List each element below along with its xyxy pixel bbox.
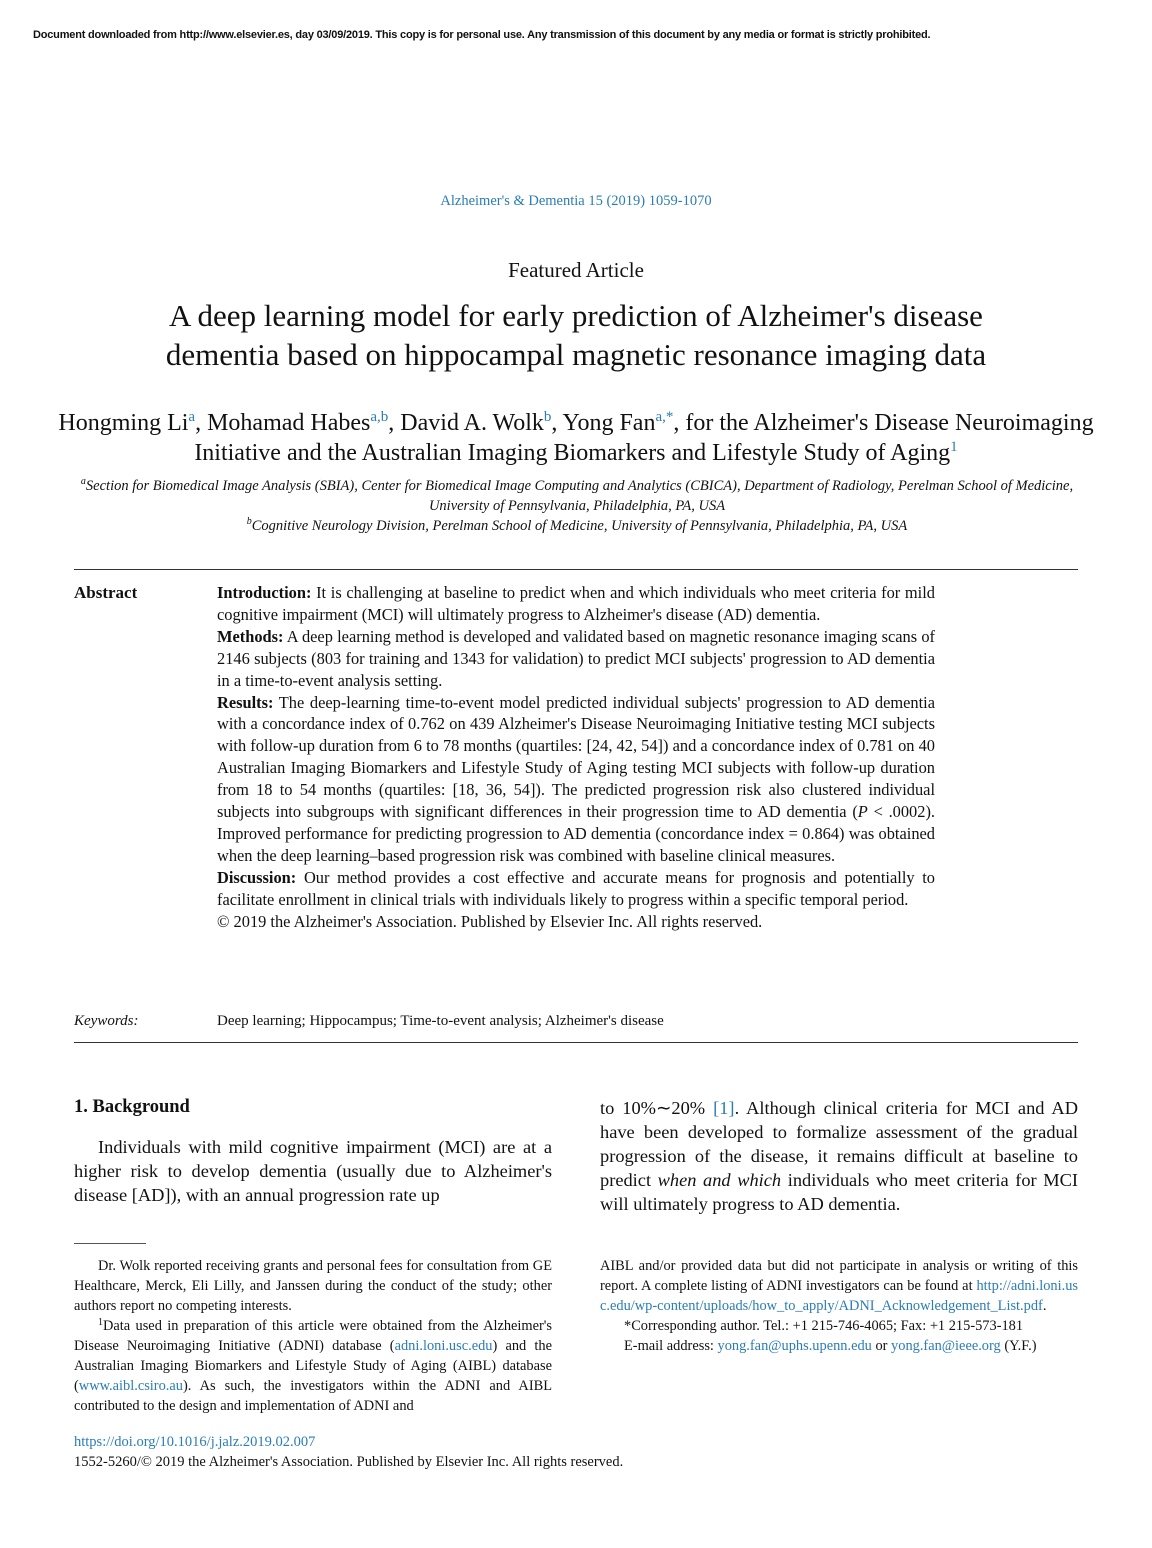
paragraph bbox=[600, 1096, 1078, 1216]
text: (Y.F.) bbox=[1000, 1338, 1037, 1354]
author-list bbox=[40, 408, 1112, 468]
doi-link[interactable]: https://doi.org/10.1016/j.jalz.2019.02.007 bbox=[74, 1434, 316, 1450]
p-symbol: P bbox=[857, 802, 868, 822]
abstract-results bbox=[217, 692, 935, 867]
author: Mohamad Habes bbox=[207, 410, 371, 436]
text: AIBL and/or provided data but did not participate in analysis or writing of this report. A complete listing of ADNI investigators can be found at bbox=[600, 1258, 1078, 1294]
section-heading: 1. Background bbox=[74, 1097, 190, 1117]
section-label: Discussion: bbox=[217, 867, 297, 887]
separator: , bbox=[673, 410, 686, 436]
affiliation-a bbox=[74, 476, 1080, 516]
affiliation-text: Cognitive Neurology Division, Perelman School of Medicine, University of Pennsylvania, Philadelphia, PA, USA bbox=[251, 518, 908, 534]
footnote-ref[interactable]: 1 bbox=[950, 439, 958, 455]
author-group: for the Alzheimer's Disease Neuroimaging Initiative and the Australian Imaging Biomarkers and Lifestyle Study of Aging bbox=[194, 410, 1094, 466]
article-type: Featured Article bbox=[508, 258, 644, 282]
footnote-number: 1 bbox=[98, 1317, 103, 1328]
section-label: Results: bbox=[217, 692, 274, 712]
footnote-separator bbox=[74, 1243, 146, 1244]
footnotes-right bbox=[600, 1256, 1078, 1356]
separator: , bbox=[388, 410, 401, 436]
title-line-1: A deep learning model for early prediction of Alzheimer's disease bbox=[169, 298, 983, 333]
corresponding-author: *Corresponding author. Tel.: +1 215-746-4065; Fax: +1 215-573-181 bbox=[624, 1318, 1024, 1334]
text: individuals who meet criteria for MCI will ultimately progress to AD dementia. bbox=[600, 1170, 1078, 1214]
keywords-label: Keywords: bbox=[74, 1013, 139, 1029]
affiliation-ref[interactable]: a,b bbox=[370, 409, 389, 425]
divider bbox=[74, 569, 1078, 570]
adni-acknowledgement-link[interactable]: http://adni.loni.usc.edu/wp-content/uploads/how_to_apply/ADNI_Acknowledgement_List.pdf bbox=[600, 1278, 1078, 1314]
author: David A. Wolk bbox=[400, 410, 544, 436]
section-label: Introduction: bbox=[217, 583, 312, 602]
affiliation-label: a bbox=[80, 476, 86, 487]
reference-link[interactable]: [1] bbox=[713, 1098, 735, 1118]
text: ) and the Australian Imaging Biomarkers and Lifestyle Study of Aging (AIBL) database ( bbox=[74, 1338, 552, 1394]
abstract-body bbox=[217, 582, 935, 933]
section-text: A deep learning method is developed and validated based on magnetic resonance imaging scans of 2146 subjects (803 for training and 1343 for validation) to predict MCI subjects' progression to AD dementia in a time-to-event analysis setting. bbox=[217, 626, 935, 690]
text: . Although clinical criteria for MCI and AD have been developed to formalize assessment of the gradual progression of the disease, it remains difficult at baseline to predict bbox=[600, 1098, 1078, 1190]
email-line bbox=[600, 1336, 1078, 1356]
keywords-text: Deep learning; Hippocampus; Time-to-event analysis; Alzheimer's disease bbox=[217, 1013, 664, 1029]
affiliation-label: b bbox=[246, 516, 252, 527]
data-footnote bbox=[74, 1316, 552, 1416]
section-text: Our method provides a cost effective and accurate means for prognosis and potentially to facilitate enrollment in clinical trials with individuals likely to progress within a specific temporal period. bbox=[217, 867, 935, 909]
paragraph: Individuals with mild cognitive impairment (MCI) are at a higher risk to develop dementia (usually due to Alzheimer's disease [AD]), with an annual progression rate up bbox=[74, 1137, 552, 1205]
affiliation-ref[interactable]: b bbox=[543, 409, 552, 425]
section-text: The deep-learning time-to-event model predicted individual subjects' progression to AD dementia with a concordance index of 0.762 on 439 Alzheimer's Disease Neuroimaging Initiative testing MCI subjects with follow-up duration from 6 to 78 months (quartiles: [24, 42, 54]) and a concordance index of 0.781 on 40 Australian Imaging Biomarkers and Lifestyle Study of Aging testing MCI subjects with follow-up duration from 18 to 54 months (quartiles: [18, 36, 54]). The predicted progression risk also clustered individual subjects into subgroups with significant differences in their progression time to AD dementia ( bbox=[217, 692, 936, 822]
conflict-footnote: Dr. Wolk reported receiving grants and personal fees for consultation from GE Healthcare, Merck, Eli Lilly, and Janssen during the conduct of the study; other authors report no competing interests. bbox=[74, 1258, 552, 1314]
aibl-link[interactable]: www.aibl.csiro.au bbox=[78, 1378, 183, 1394]
download-notice: Document downloaded from http://www.elsevier.es, day 03/09/2019. This copy is for personal use. Any transmission of this document by any media or format is strictly prohibited. bbox=[33, 29, 931, 41]
abstract-copyright: © 2019 the Alzheimer's Association. Published by Elsevier Inc. All rights reserved. bbox=[217, 911, 763, 931]
data-footnote-continued bbox=[600, 1256, 1078, 1316]
emphasis: when and which bbox=[657, 1170, 782, 1190]
text: Data used in preparation of this article were obtained from the Alzheimer's Disease Neuroimaging Initiative (ADNI) database ( bbox=[74, 1318, 552, 1354]
author: Yong Fan bbox=[562, 410, 656, 436]
abstract-methods bbox=[217, 626, 935, 692]
abstract-introduction bbox=[217, 582, 935, 626]
email-link[interactable]: yong.fan@uphs.upenn.edu bbox=[717, 1338, 872, 1354]
affiliation-text: Section for Biomedical Image Analysis (SBIA), Center for Biomedical Image Computing and Analytics (CBICA), Department of Radiology, Perelman School of Medicine, University of Pennsylvania, Philadelphia, PA, USA bbox=[85, 478, 1074, 514]
affiliation-ref[interactable]: a bbox=[188, 409, 196, 425]
separator: , bbox=[195, 410, 208, 436]
section-label: Methods: bbox=[217, 626, 284, 646]
email-label: E-mail address: bbox=[624, 1338, 718, 1354]
footnotes-left bbox=[74, 1256, 552, 1416]
body-left-column bbox=[74, 1135, 552, 1207]
section-text: It is challenging at baseline to predict when and which individuals who meet criteria for mild cognitive impairment (MCI) will ultimately progress to Alzheimer's disease (AD) dementia. bbox=[217, 583, 935, 624]
author: Hongming Li bbox=[58, 410, 189, 436]
affiliations bbox=[74, 476, 1080, 536]
affiliation-ref[interactable]: a,* bbox=[655, 409, 674, 425]
separator: , bbox=[551, 410, 563, 436]
text: to 10%∼20% bbox=[600, 1098, 714, 1118]
text: . bbox=[1042, 1298, 1047, 1314]
article-title bbox=[0, 296, 1152, 374]
text: or bbox=[871, 1338, 892, 1354]
body-right-column bbox=[600, 1096, 1078, 1216]
text: ). As such, the investigators within the ADNI and AIBL contributed to the design and implementation of ADNI and bbox=[74, 1378, 552, 1414]
section-text: < .0002). Improved performance for predicting progression to AD dementia (concordance index = 0.864) was obtained when the deep learning–based progression risk was combined with baseline clinical measures. bbox=[217, 802, 936, 865]
title-line-2: dementia based on hippocampal magnetic resonance imaging data bbox=[165, 337, 987, 372]
journal-citation-link[interactable]: Alzheimer's & Dementia 15 (2019) 1059-1070 bbox=[440, 193, 712, 209]
abstract-label: Abstract bbox=[74, 583, 138, 602]
abstract-discussion bbox=[217, 867, 935, 911]
divider bbox=[74, 1042, 1078, 1043]
adni-link[interactable]: adni.loni.usc.edu bbox=[394, 1338, 493, 1354]
email-link[interactable]: yong.fan@ieee.org bbox=[891, 1338, 1001, 1354]
affiliation-b bbox=[74, 516, 1080, 536]
issn-copyright: 1552-5260/© 2019 the Alzheimer's Association. Published by Elsevier Inc. All rights reserved. bbox=[74, 1454, 624, 1470]
